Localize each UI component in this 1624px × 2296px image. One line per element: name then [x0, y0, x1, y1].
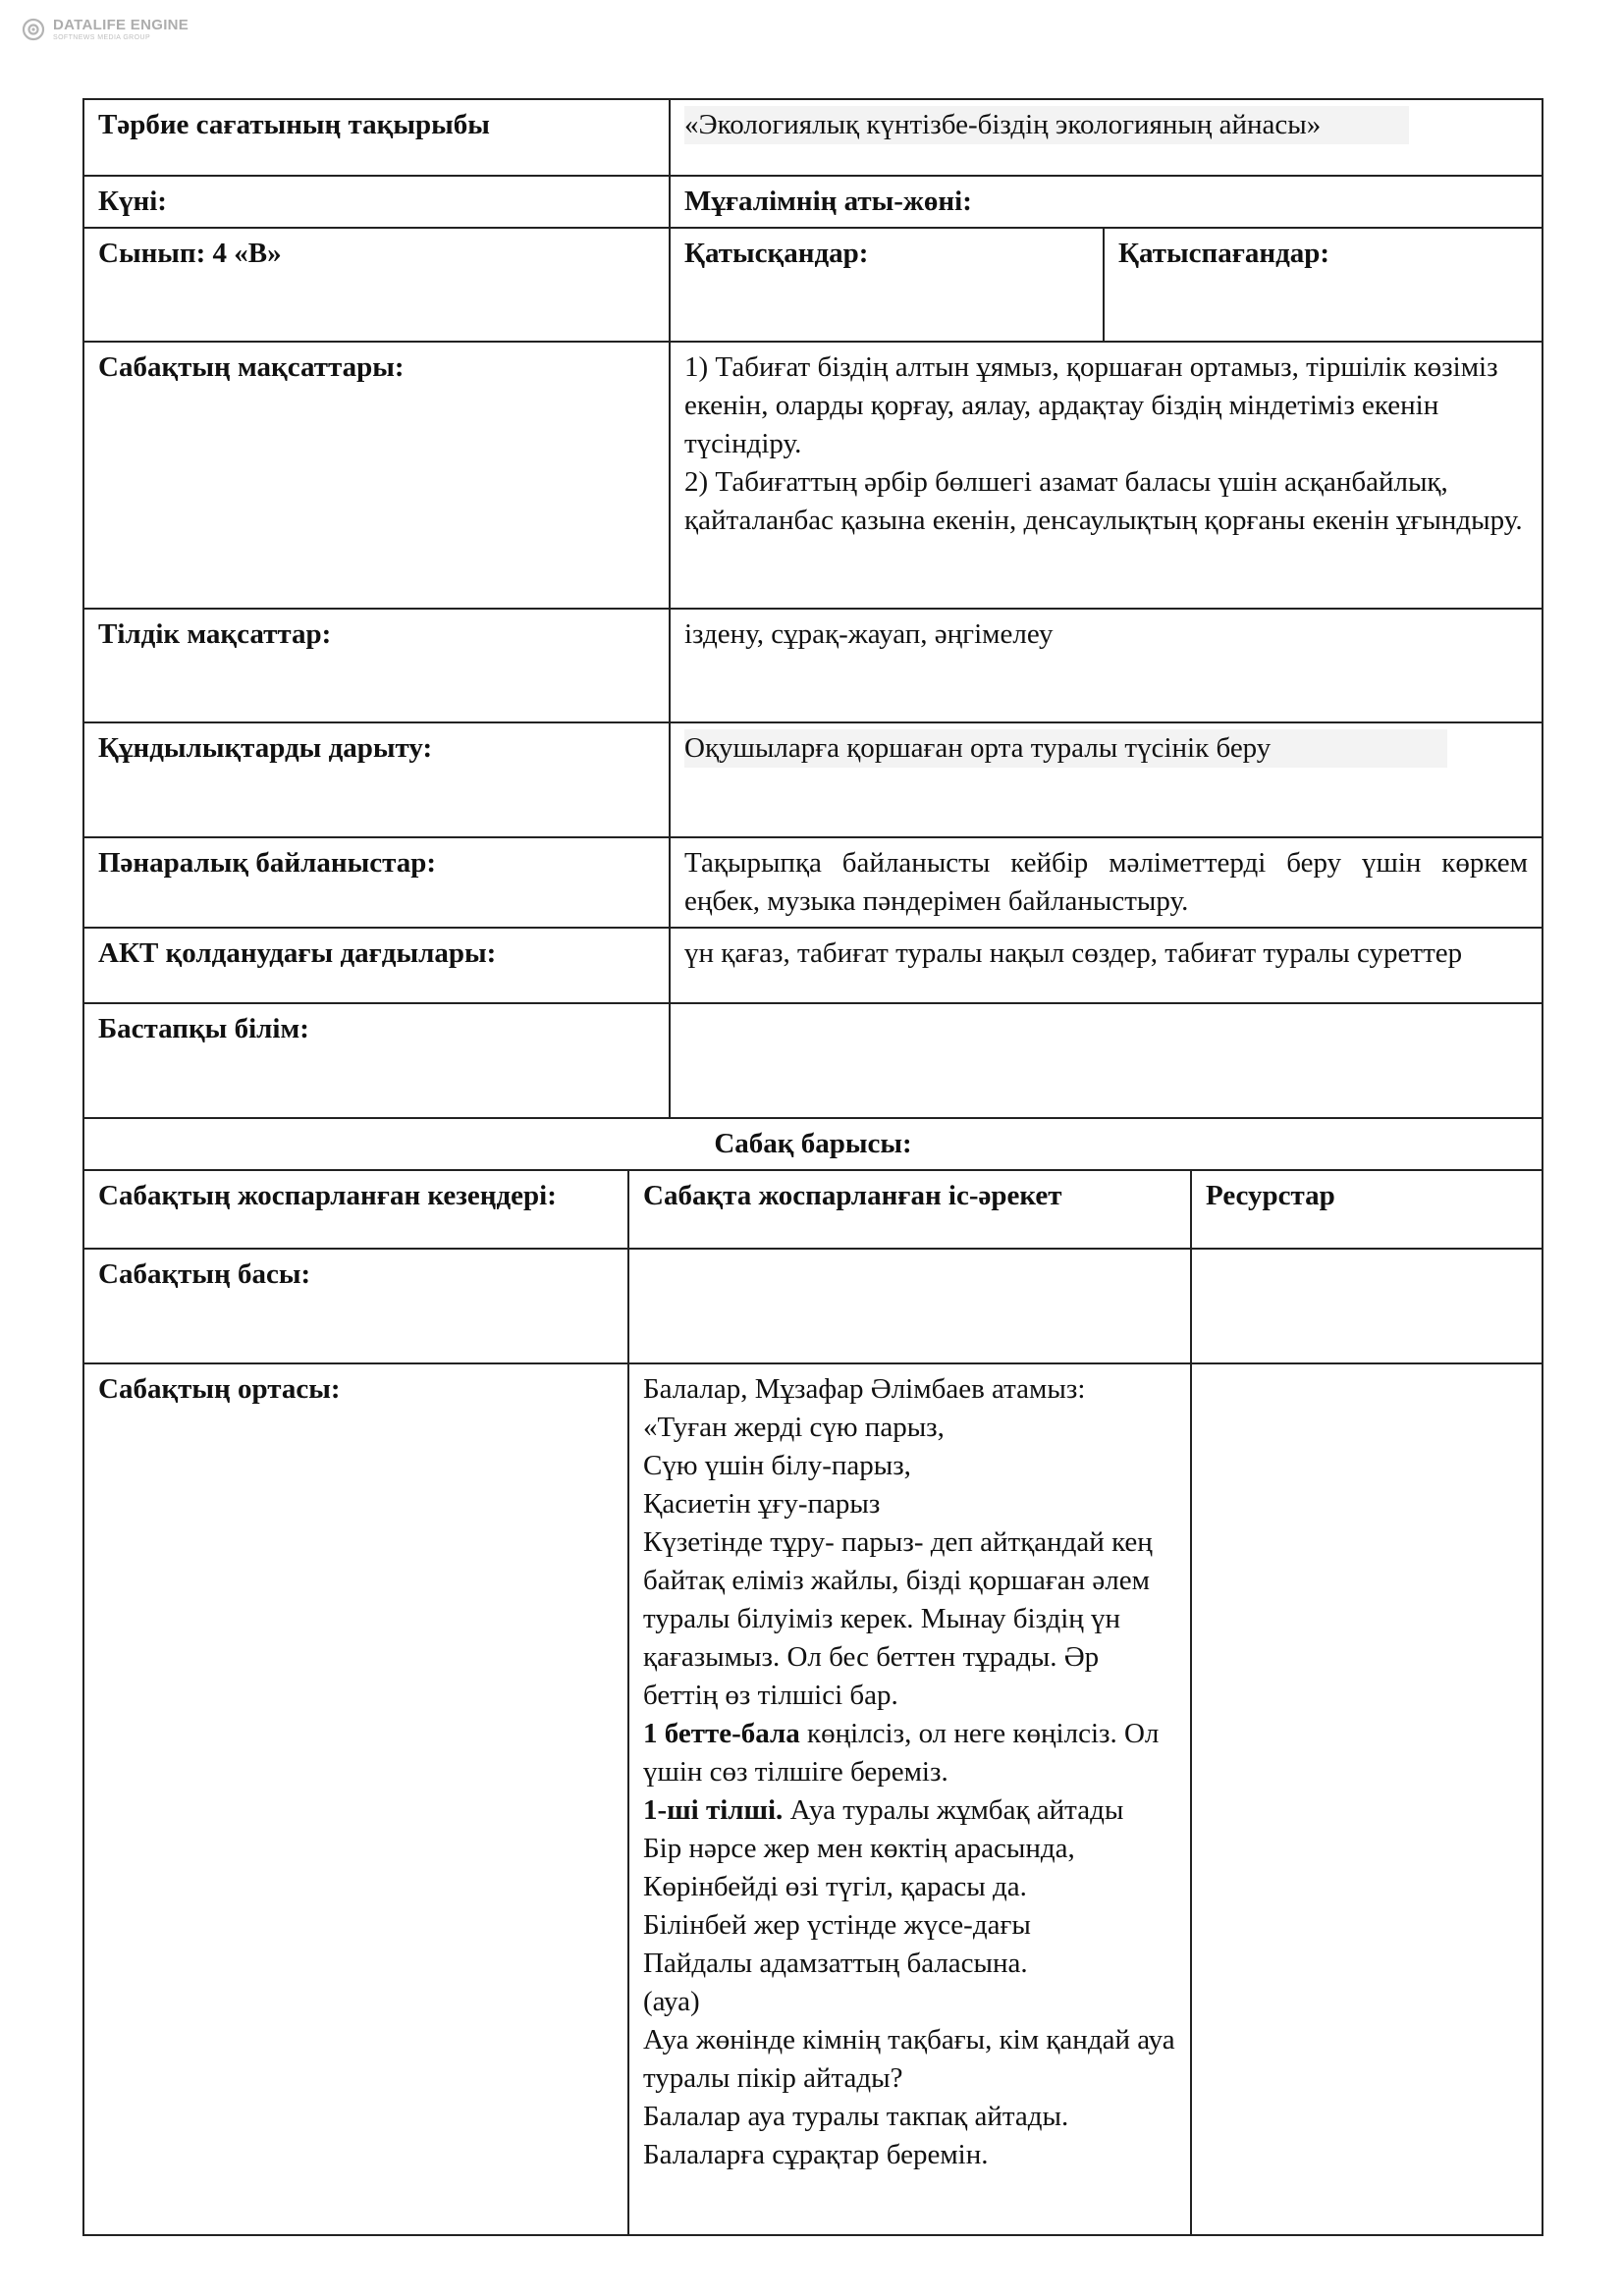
values-row: [83, 722, 1543, 837]
ict-value: үн қағаз, табиғат туралы нақыл сөздер, табиғат туралы суреттер: [670, 928, 1543, 1003]
col-activity-header: Сабақта жоспарланған іс-әрекет: [628, 1170, 1191, 1249]
topic-value-cell: [670, 99, 1543, 176]
middle-line-1: Балалар, Мұзафар Әлімбаев атамыз:: [643, 1373, 1086, 1405]
ict-row: [83, 928, 1543, 1003]
lesson-middle-label: Сабақтың ортасы:: [83, 1363, 628, 2235]
riddle-line-4: Пайдалы адамзаттың баласына.: [643, 1948, 1028, 1979]
air-poem-note: Балалар ауа туралы такпақ айтады.: [643, 2101, 1069, 2132]
topic-value: «Экологиялық күнтізбе-біздің экологияның айнасы»: [684, 106, 1409, 144]
air-question: Ауа жөнінде кімнің тақбағы, кім қандай ауа туралы пікір айтады?: [643, 2024, 1175, 2094]
page-1-rest: көңілсіз, ол неге көңілсіз. Ол үшін сөз тілшіге береміз.: [643, 1718, 1160, 1788]
reporter-1-bold: 1-ші тілші.: [643, 1794, 784, 1826]
date-row: [83, 176, 1543, 228]
prior-knowledge-value: [670, 1003, 1543, 1118]
lang-value: іздену, сұрақ-жауап, әңгімелеу: [670, 609, 1543, 722]
riddle-answer: (ауа): [643, 1986, 700, 2017]
watermark-subtitle: SOFTNEWS MEDIA GROUP: [53, 34, 151, 41]
values-value-cell: [670, 722, 1543, 837]
class-row: [83, 228, 1543, 342]
topic-label: Тәрбие сағатының тақырыбы: [83, 99, 670, 176]
lesson-plan-document: [82, 98, 1542, 2236]
riddle-line-1: Бір нәрсе жер мен көктің арасында,: [643, 1833, 1075, 1864]
interdisciplinary-value: Тақырыпқа байланысты кейбір мәліметтерді беру үшін көркем еңбек, музыка пәндерімен байланыстыру.: [670, 837, 1543, 928]
goal-1: 1) Табиғат біздің алтын ұямыз, қоршаған ортамыз, тіршілік көзіміз екенін, оларды қорғау, аялау, ардақтау біздің міндетіміз екенін түсіндіру.: [684, 351, 1498, 459]
goals-value: [670, 342, 1543, 609]
reporter-1-rest: Ауа туралы жұмбақ айтады: [783, 1794, 1124, 1826]
lesson-middle-row: [83, 1363, 1543, 2235]
middle-line-5: Күзетінде тұру- парыз- деп айтқандай кең байтақ еліміз жайлы, бізді қоршаған әлем туралы білуіміз керек. Мынау біздің үн қағазымыз. Ол бес беттен тұрады. Әр беттің өз тілшісі бар.: [643, 1526, 1153, 1711]
interdisciplinary-label: Пәнаралық байланыстар:: [83, 837, 670, 928]
values-value: Оқушыларға қоршаған орта туралы түсінік беру: [684, 729, 1447, 768]
lesson-info-table: [82, 98, 1543, 1119]
goals-row: [83, 342, 1543, 609]
questions-note: Балаларға сұрақтар беремін.: [643, 2139, 989, 2170]
values-label: Құндылықтарды дарыту:: [83, 722, 670, 837]
middle-line-2: «Туған жерді сүю парыз,: [643, 1412, 945, 1443]
lesson-middle-resources: [1191, 1363, 1543, 2235]
page-1-paragraph: [643, 1715, 1176, 1791]
interdisciplinary-row: [83, 837, 1543, 928]
watermark: [22, 18, 189, 41]
col-resources-header: Ресурстар: [1191, 1170, 1543, 1249]
lesson-start-resources: [1191, 1249, 1543, 1363]
progress-header-row: [83, 1170, 1543, 1249]
absent-label: Қатыспағандар:: [1104, 228, 1543, 342]
riddle-line-2: Көрінбейді өзі түгіл, қарасы да.: [643, 1871, 1027, 1902]
lang-label: Тілдік мақсаттар:: [83, 609, 670, 722]
lesson-start-label: Сабақтың басы:: [83, 1249, 628, 1363]
prior-knowledge-row: [83, 1003, 1543, 1118]
lang-row: [83, 609, 1543, 722]
eye-logo-icon: [22, 18, 45, 41]
lesson-middle-activity: [628, 1363, 1191, 2235]
date-label: Күні:: [83, 176, 670, 228]
topic-row: [83, 99, 1543, 176]
reporter-1-paragraph: [643, 1791, 1176, 1830]
middle-line-3: Сүю үшін білу-парыз,: [643, 1450, 911, 1481]
lesson-progress-table: [82, 1117, 1543, 2236]
riddle-line-3: Білінбей жер үстінде жүсе-дағы: [643, 1909, 1031, 1941]
ict-label: АКТ қолданудағы дағдылары:: [83, 928, 670, 1003]
watermark-title: DATALIFE ENGINE: [53, 17, 189, 33]
middle-line-4: Қасиетін ұғу-парыз: [643, 1488, 881, 1520]
progress-title: Сабақ барысы:: [83, 1118, 1543, 1170]
prior-knowledge-label: Бастапқы білім:: [83, 1003, 670, 1118]
lesson-start-row: [83, 1249, 1543, 1363]
page-1-bold: 1 бетте-бала: [643, 1718, 800, 1749]
goals-label: Сабақтың мақсаттары:: [83, 342, 670, 609]
class-label: Сынып: 4 «В»: [83, 228, 670, 342]
lesson-start-activity: [628, 1249, 1191, 1363]
progress-title-row: [83, 1118, 1543, 1170]
goal-2: 2) Табиғаттың әрбір бөлшегі азамат баласы үшін асқанбайлық, қайталанбас қазына екенін, денсаулықтың қорғаны екенін ұғындыру.: [684, 466, 1523, 536]
present-label: Қатысқандар:: [670, 228, 1104, 342]
col-stages-header: Сабақтың жоспарланған кезеңдері:: [83, 1170, 628, 1249]
teacher-label: Мұғалімнің аты-жөні:: [670, 176, 1543, 228]
